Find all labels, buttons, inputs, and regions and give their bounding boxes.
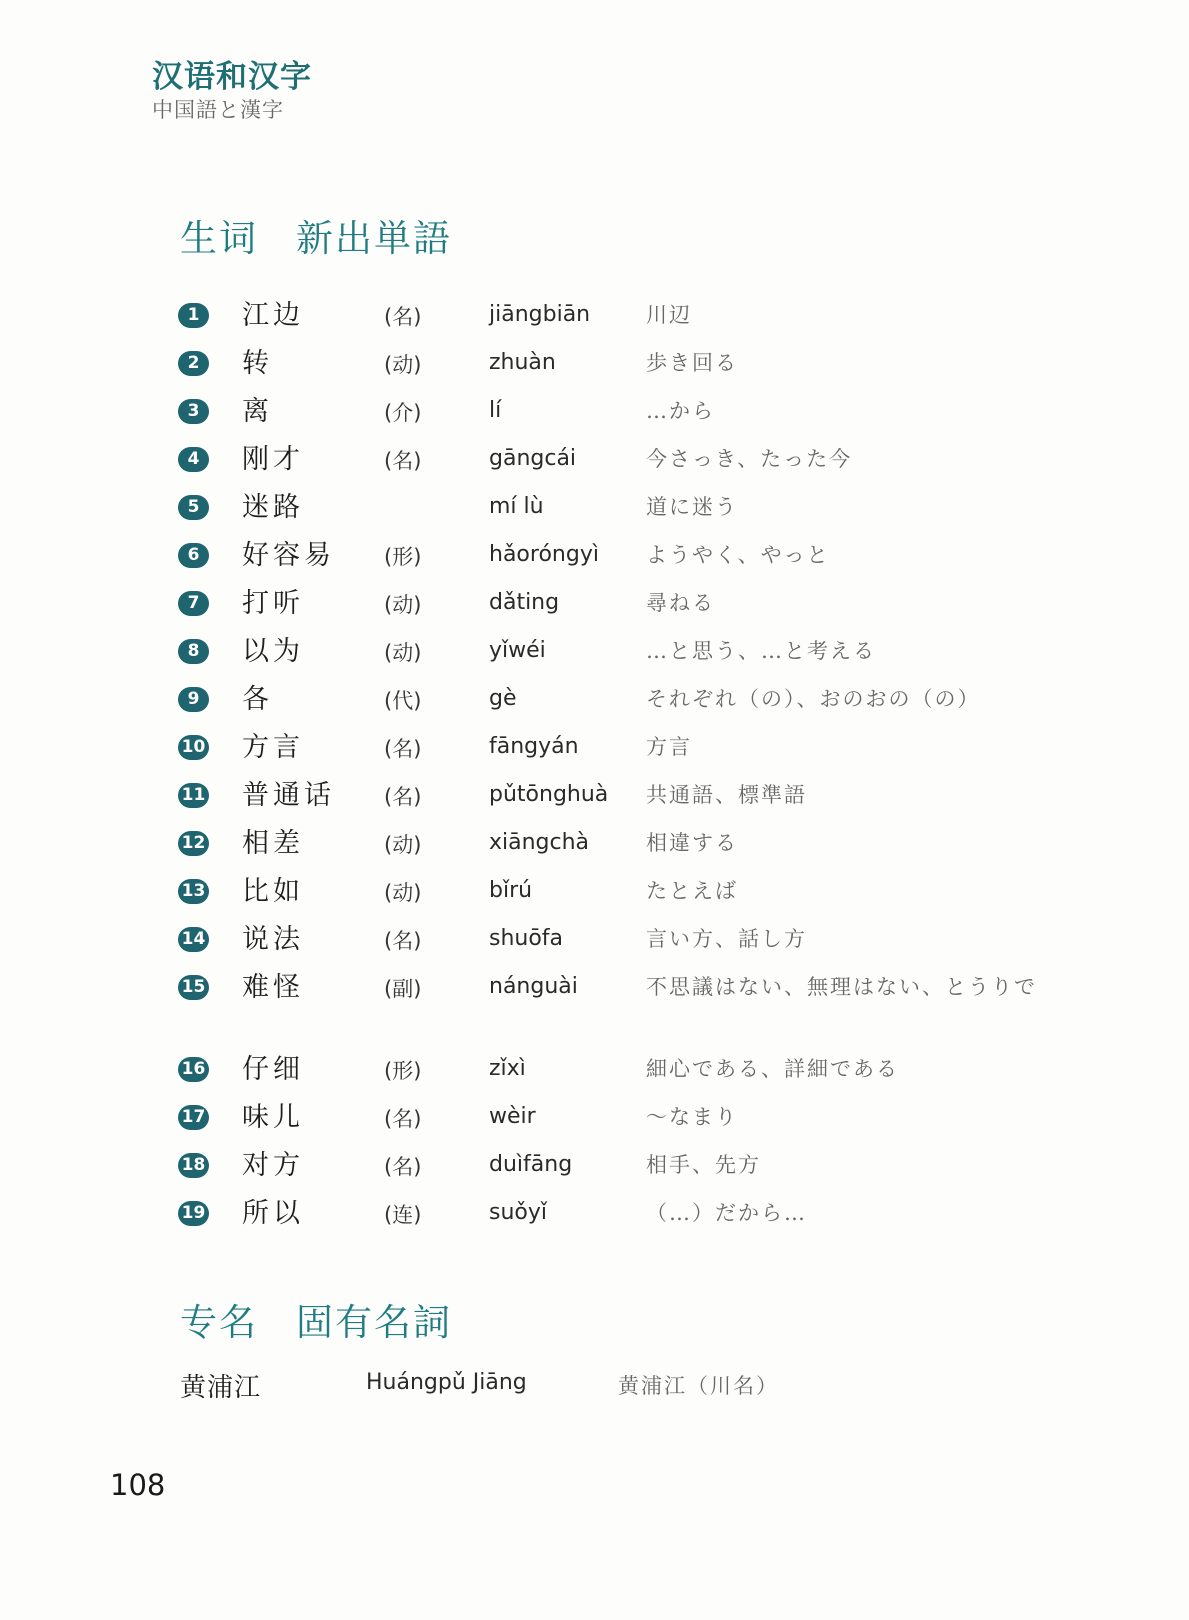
proper-heading-ja: 固有名詞 [296,1301,452,1344]
vocab-hanzi: 难怪 [242,972,304,1003]
vocab-part-of-speech: (名) [384,1107,422,1131]
vocab-part-of-speech: (动) [384,641,422,665]
vocab-meaning: 相違する [646,831,738,855]
vocab-hanzi: 离 [242,396,273,427]
proper-noun-hanzi: 黄浦江 [180,1373,262,1403]
proper-noun-row [180,1367,980,1407]
vocab-pinyin: suǒyǐ [489,1200,547,1225]
vocab-hanzi: 味儿 [242,1102,304,1133]
vocab-row [178,488,1058,536]
vocab-part-of-speech: (名) [384,1155,422,1179]
vocab-part-of-speech: (动) [384,833,422,857]
vocab-row [178,776,1058,824]
vocab-hanzi: 刚才 [242,444,304,475]
vocab-meaning: 相手、先方 [646,1153,761,1177]
vocab-pinyin: wèir [489,1104,536,1129]
vocab-part-of-speech: (代) [384,689,422,713]
vocab-pinyin: mí lù [489,494,544,519]
vocab-row [178,440,1058,488]
vocab-number-badge: 11 [178,783,209,808]
vocab-pinyin: nánguài [489,974,578,999]
vocab-part-of-speech: (动) [384,353,422,377]
vocab-number-badge: 10 [178,735,209,760]
vocab-meaning: ようやく、やっと [646,543,830,567]
vocab-pinyin: lí [489,398,502,423]
vocab-part-of-speech: (名) [384,929,422,953]
vocab-list [178,296,1058,1242]
vocab-meaning: 尋ねる [646,591,715,615]
book-title: 汉语和汉字 [152,59,312,95]
vocab-row [178,344,1058,392]
proper-heading-zh: 专名 [180,1301,258,1344]
vocab-hanzi: 打听 [242,588,304,619]
vocab-hanzi: 以为 [242,636,304,667]
vocab-hanzi: 比如 [242,876,304,907]
vocab-section-heading [180,208,452,262]
vocab-pinyin: zhuàn [489,350,556,375]
vocab-pinyin: hǎoróngyì [489,542,599,567]
vocab-part-of-speech: (名) [384,737,422,761]
vocab-row [178,536,1058,584]
vocab-meaning: 川辺 [646,303,692,327]
vocab-pinyin: xiāngchà [489,830,590,855]
vocab-meaning: 共通語、標準語 [646,783,807,807]
vocab-part-of-speech: (连) [384,1203,422,1227]
vocab-row [178,1050,1058,1098]
vocab-part-of-speech: (动) [384,593,422,617]
vocab-pinyin: jiāngbiān [489,302,591,327]
vocab-meaning: 不思議はない、無理はない、とうりで [646,975,1037,999]
vocab-number-badge: 6 [178,543,209,568]
vocab-number-badge: 4 [178,447,209,472]
vocab-meaning: 言い方、話し方 [646,927,807,951]
vocab-hanzi: 普通话 [242,780,335,811]
vocab-number-badge: 17 [178,1105,209,1130]
vocab-pinyin: dǎting [489,590,560,615]
vocab-number-badge: 1 [178,303,209,328]
vocab-number-badge: 5 [178,495,209,520]
vocab-row [178,968,1058,1050]
vocab-part-of-speech: (名) [384,785,422,809]
vocab-part-of-speech: (名) [384,449,422,473]
vocab-part-of-speech: (名) [384,305,422,329]
vocab-meaning: …から [646,399,715,423]
vocab-hanzi: 迷路 [242,492,304,523]
vocab-pinyin: yǐwéi [489,638,546,663]
vocab-row [178,584,1058,632]
vocab-pinyin: shuōfa [489,926,564,951]
vocab-pinyin: gāngcái [489,446,577,471]
vocab-hanzi: 方言 [242,732,304,763]
proper-noun-pinyin: Huángpǔ Jiāng [366,1370,527,1395]
vocab-number-badge: 2 [178,351,209,376]
vocab-meaning: 道に迷う [646,495,738,519]
page-number: 108 [110,1468,166,1502]
vocab-heading-ja: 新出単語 [296,217,452,260]
vocab-meaning: 歩き回る [646,351,738,375]
proper-noun-section-heading [180,1292,452,1346]
book-subtitle: 中国語と漢字 [152,98,284,122]
book-header [152,58,312,124]
vocab-pinyin: bǐrú [489,878,533,903]
proper-noun-meaning: 黄浦江（川名） [618,1374,779,1398]
vocab-row [178,296,1058,344]
vocab-row [178,1146,1058,1194]
vocab-meaning: …と思う、…と考える [646,639,876,663]
vocab-row [178,728,1058,776]
vocab-number-badge: 9 [178,687,209,712]
vocab-meaning: 〜なまり [646,1105,738,1129]
vocab-meaning: たとえば [646,879,738,903]
vocab-part-of-speech: (形) [384,1059,422,1083]
vocab-row [178,920,1058,968]
vocab-number-badge: 15 [178,975,209,1000]
vocab-row [178,632,1058,680]
vocab-number-badge: 18 [178,1153,209,1178]
vocab-meaning: 方言 [646,735,692,759]
vocab-number-badge: 16 [178,1057,209,1082]
vocab-hanzi: 仔细 [242,1054,304,1085]
vocab-row [178,392,1058,440]
vocab-row [178,680,1058,728]
vocab-meaning: それぞれ（の）、おのおの（の） [646,687,981,711]
vocab-number-badge: 19 [178,1201,209,1226]
vocab-hanzi: 转 [242,348,273,379]
vocab-number-badge: 12 [178,831,209,856]
vocab-hanzi: 各 [242,684,273,715]
vocab-hanzi: 江边 [242,300,304,331]
vocab-meaning: 今さっき、たった今 [646,447,853,471]
vocab-pinyin: gè [489,686,517,711]
vocab-part-of-speech: (动) [384,881,422,905]
vocab-pinyin: duìfāng [489,1152,573,1177]
vocab-part-of-speech: (副) [384,977,422,1001]
vocab-hanzi: 所以 [242,1198,304,1229]
vocab-number-badge: 7 [178,591,209,616]
vocab-number-badge: 3 [178,399,209,424]
vocab-hanzi: 说法 [242,924,304,955]
vocab-number-badge: 13 [178,879,209,904]
vocab-row [178,872,1058,920]
vocab-heading-zh: 生词 [180,217,258,260]
vocab-hanzi: 相差 [242,828,304,859]
vocab-row [178,824,1058,872]
vocab-hanzi: 好容易 [242,540,335,571]
vocab-hanzi: 对方 [242,1150,304,1181]
vocab-pinyin: zǐxì [489,1056,526,1081]
vocab-meaning: 細心である、詳細である [646,1057,899,1081]
vocab-number-badge: 14 [178,927,209,952]
vocab-part-of-speech: (形) [384,545,422,569]
vocab-row [178,1098,1058,1146]
vocab-pinyin: fāngyán [489,734,579,759]
vocab-meaning: （…）だから… [646,1201,807,1225]
vocab-part-of-speech: (介) [384,401,422,425]
vocab-row [178,1194,1058,1242]
vocab-number-badge: 8 [178,639,209,664]
vocab-pinyin: pǔtōnghuà [489,782,609,807]
